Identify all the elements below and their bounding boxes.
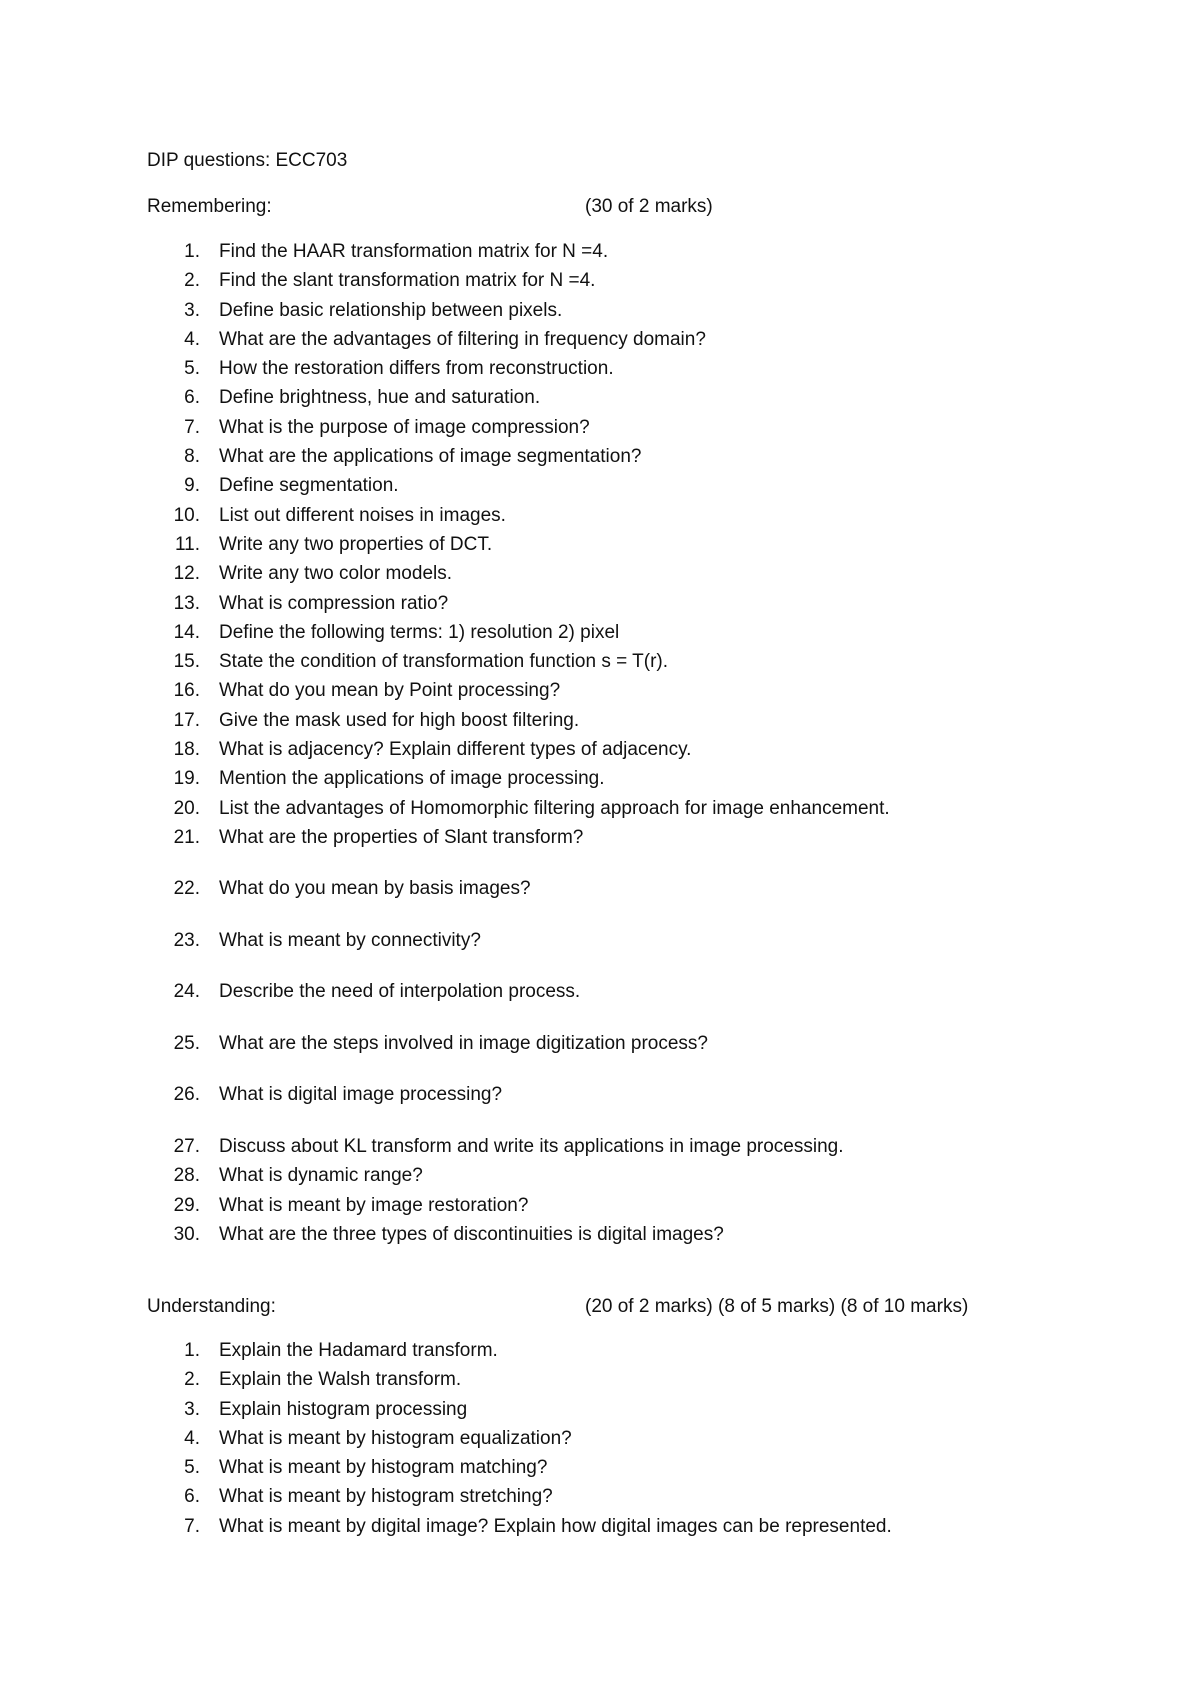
document-title: DIP questions: ECC703	[147, 150, 348, 171]
question-number: 7.	[184, 1515, 200, 1537]
question-number: 16.	[173, 680, 200, 702]
question-number: 4.	[184, 1427, 200, 1449]
question-text: What is dynamic range?	[219, 1165, 423, 1187]
question-text: Discuss about KL transform and write its applications in image processing.	[219, 1135, 844, 1157]
section-marks: (20 of 2 marks) (8 of 5 marks) (8 of 10 marks)	[585, 1296, 969, 1317]
question-number: 2.	[184, 1369, 200, 1391]
question-number: 25.	[173, 1032, 200, 1054]
question-number: 5.	[184, 1457, 200, 1479]
question-text: State the condition of transformation function s = T(r).	[219, 651, 669, 673]
section-heading-remembering	[147, 193, 713, 221]
question-number: 19.	[173, 768, 200, 790]
question-text: What is adjacency? Explain different types of adjacency.	[219, 739, 692, 761]
question-text: Define the following terms: 1) resolution 2) pixel	[219, 621, 620, 643]
section-title: Remembering:	[147, 196, 272, 217]
question-number: 6.	[184, 1486, 200, 1508]
question-text: Describe the need of interpolation process.	[219, 981, 581, 1003]
question-number: 11.	[174, 533, 200, 555]
question-text: Explain the Hadamard transform.	[219, 1340, 498, 1361]
question-text: What do you mean by Point processing?	[219, 680, 561, 702]
question-number: 24.	[173, 981, 200, 1003]
question-text: Explain histogram processing	[219, 1398, 468, 1420]
question-text: What is meant by histogram equalization?	[219, 1427, 572, 1449]
question-number: 29.	[173, 1194, 200, 1216]
question-text: What are the advantages of filtering in frequency domain?	[219, 328, 706, 350]
question-text: Find the slant transformation matrix for N =4.	[219, 270, 596, 292]
question-number: 1.	[184, 1340, 200, 1361]
question-number: 3.	[184, 1398, 200, 1420]
question-number: 18.	[173, 739, 200, 761]
question-text: What is meant by image restoration?	[219, 1194, 529, 1216]
question-number: 20.	[173, 797, 200, 819]
question-text: Write any two color models.	[219, 563, 453, 585]
question-text: What are the steps involved in image digitization process?	[219, 1032, 708, 1054]
question-text: What is meant by histogram matching?	[219, 1457, 548, 1479]
question-number: 22.	[173, 878, 200, 900]
question-text: What is meant by digital image? Explain how digital images can be represented.	[219, 1515, 892, 1537]
question-text: What are the applications of image segmentation?	[219, 446, 642, 468]
question-text: Give the mask used for high boost filtering.	[219, 709, 580, 731]
question-number: 8.	[184, 446, 200, 468]
question-text: Define brightness, hue and saturation.	[219, 387, 541, 409]
question-number: 27.	[173, 1135, 200, 1157]
question-number: 14.	[173, 621, 200, 643]
question-text: What do you mean by basis images?	[219, 878, 531, 900]
question-text: How the restoration differs from reconstruction.	[219, 358, 614, 380]
question-number: 9.	[184, 475, 200, 497]
question-text: Find the HAAR transformation matrix for N =4.	[219, 241, 609, 262]
question-text: Explain the Walsh transform.	[219, 1369, 462, 1391]
question-text: Write any two properties of DCT.	[219, 533, 493, 555]
question-number: 2.	[184, 270, 200, 292]
question-number: 4.	[184, 328, 200, 350]
question-text: Define segmentation.	[219, 475, 399, 497]
question-number: 6.	[184, 387, 200, 409]
question-text: What is meant by connectivity?	[219, 929, 481, 951]
question-number: 26.	[173, 1084, 200, 1106]
question-text: What is the purpose of image compression?	[219, 416, 590, 438]
question-number: 28.	[173, 1165, 200, 1187]
question-number: 10.	[173, 504, 200, 526]
question-text: What is compression ratio?	[219, 592, 449, 614]
question-text: What are the properties of Slant transform?	[219, 826, 584, 848]
question-text: Mention the applications of image processing.	[219, 768, 605, 790]
question-number: 23.	[173, 929, 200, 951]
question-text: List out different noises in images.	[219, 504, 506, 526]
question-number: 17.	[173, 709, 200, 731]
section-title: Understanding:	[147, 1296, 276, 1317]
question-number: 7.	[184, 416, 200, 438]
question-number: 15.	[173, 651, 200, 673]
question-text: What is digital image processing?	[219, 1084, 503, 1106]
question-text: List the advantages of Homomorphic filtering approach for image enhancement.	[219, 797, 890, 819]
section-heading-understanding	[147, 1293, 969, 1321]
question-text: What is meant by histogram stretching?	[219, 1486, 553, 1508]
question-number: 30.	[173, 1223, 200, 1245]
question-number: 1.	[184, 241, 200, 262]
section-marks: (30 of 2 marks)	[585, 196, 713, 217]
question-number: 12.	[173, 563, 200, 585]
question-number: 13.	[173, 592, 200, 614]
question-text: What are the three types of discontinuities is digital images?	[219, 1223, 724, 1245]
question-number: 5.	[184, 358, 200, 380]
question-number: 21.	[173, 826, 200, 848]
question-text: Define basic relationship between pixels.	[219, 299, 563, 321]
question-number: 3.	[184, 299, 200, 321]
